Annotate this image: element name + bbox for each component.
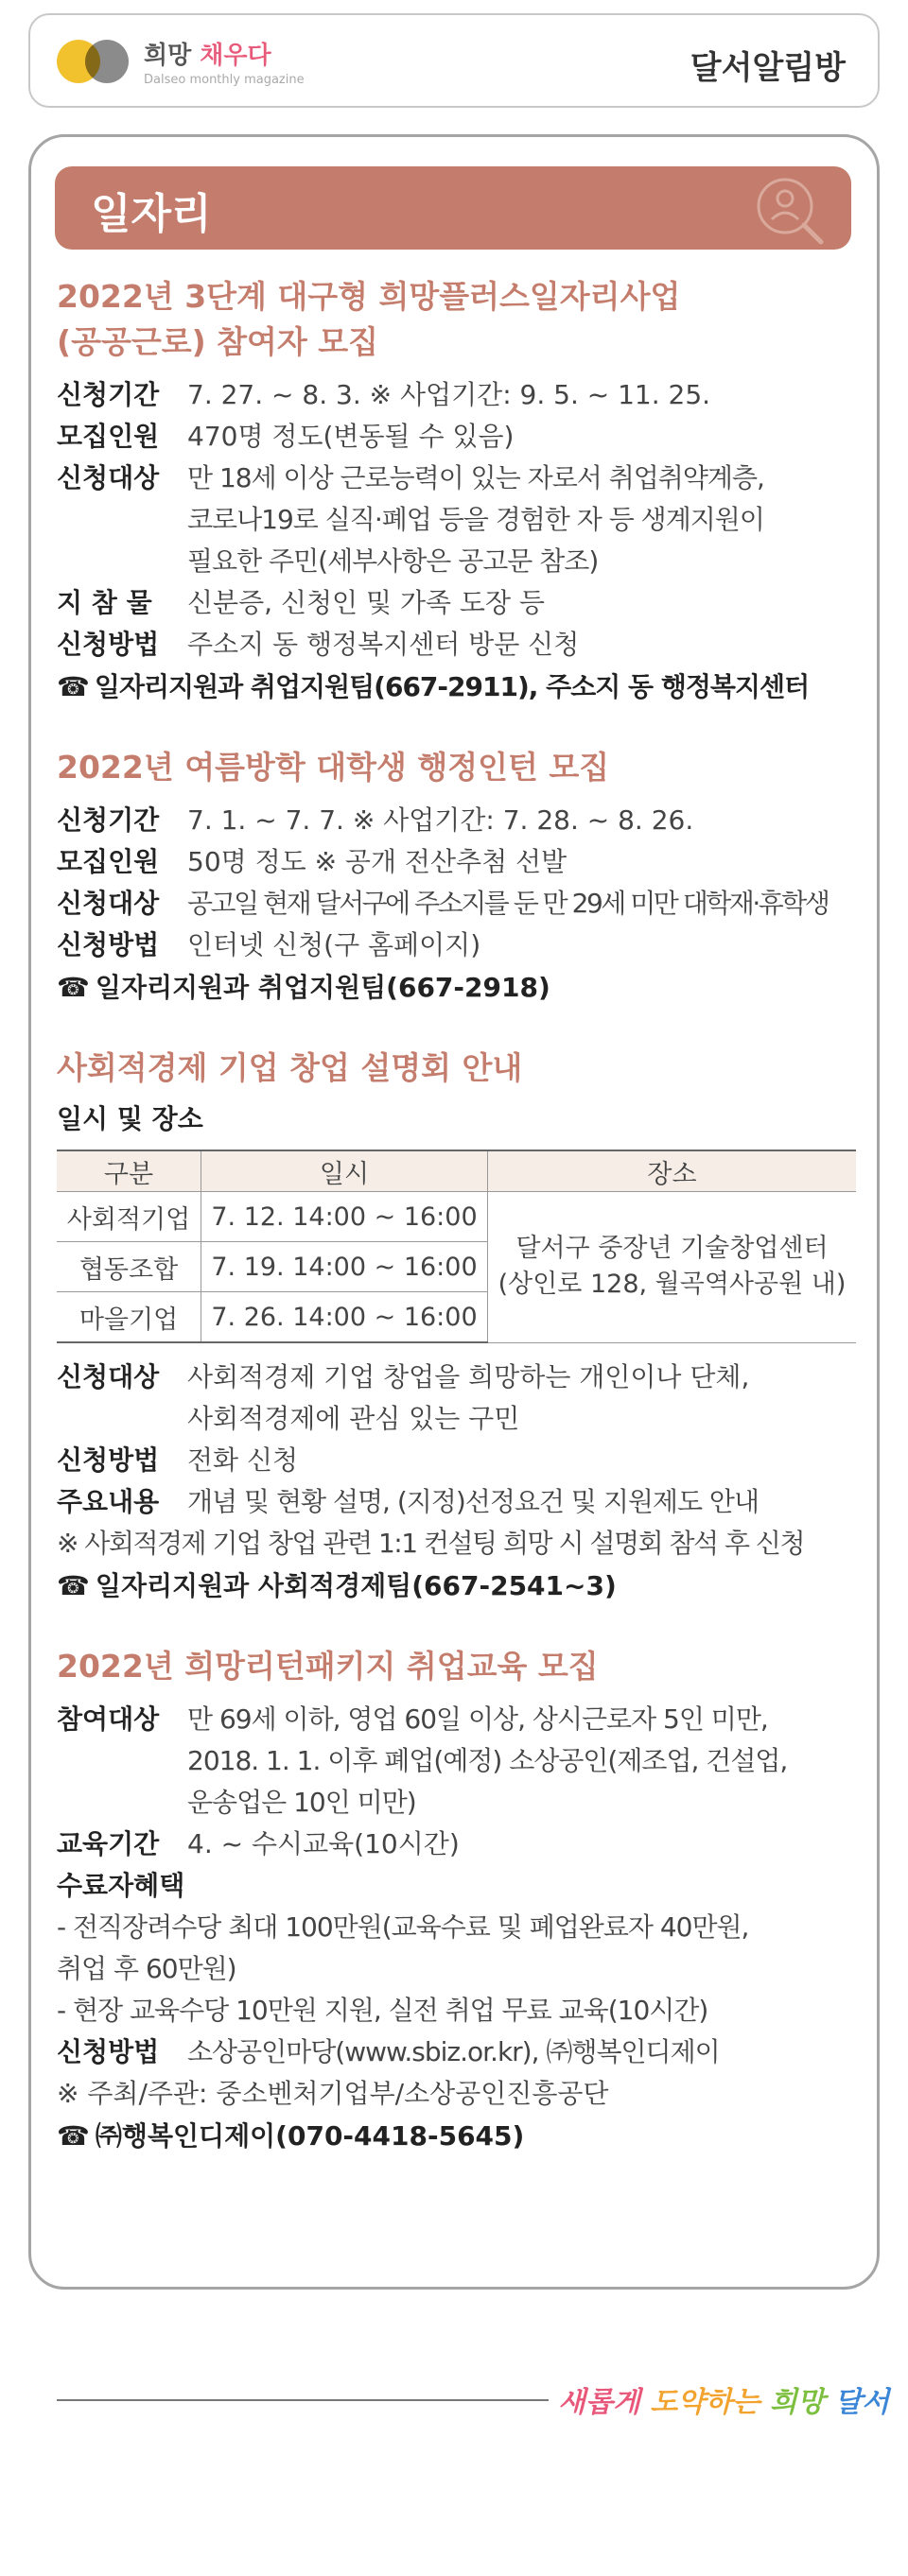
person-search-icon (745, 170, 830, 246)
slogan-part: 새롭게 (558, 2386, 651, 2419)
section-intern (57, 745, 856, 1010)
row-label: 신청기간 (57, 804, 160, 836)
slogan-part: 달서 (834, 2386, 890, 2419)
benefit-label: 수료자혜택 (57, 1870, 185, 1901)
row-value: 소상공인마당(www.sbiz.or.kr), ㈜행복인디제이 (187, 2036, 720, 2067)
slogan-part: 희망 (769, 2386, 835, 2419)
phone-icon: ☎ (57, 1570, 90, 1601)
row-label: 신청방법 (57, 2036, 160, 2067)
contact-text: ㈜행복인디제이(070-4418-5645) (95, 2120, 525, 2152)
note-text: ※ 사회적경제 기업 창업 관련 1:1 컨설팅 희망 시 설명회 참석 후 신청 (57, 1528, 805, 1559)
footer-divider (57, 2399, 549, 2401)
section-title: 2022년 3단계 대구형 희망플러스일자리사업 (공공근로) 참여자 모집 (57, 278, 681, 360)
section-hope-return (57, 1644, 856, 2158)
phone-icon: ☎ (57, 972, 90, 1003)
table-cell: 7. 12. 14:00 ~ 16:00 (201, 1192, 488, 1242)
info-row (57, 1357, 856, 1440)
logo-title-a: 희망 (144, 42, 201, 70)
row-label: 교육기간 (57, 1828, 160, 1859)
logo (144, 36, 305, 87)
benefit-item: - 현장 교육수당 10만원 지원, 실전 취업 무료 교육(10시간) (57, 1995, 708, 2026)
row-label: 신청방법 (57, 1444, 160, 1476)
row-label: 참여대상 (57, 1703, 160, 1735)
contact-text: 일자리지원과 사회적경제팀(667-2541~3) (95, 1570, 617, 1601)
row-value: 신분증, 신청인 및 가족 도장 등 (187, 587, 545, 618)
row-value: 7. 27. ~ 8. 3. ※ 사업기간: 9. 5. ~ 11. 25. (187, 379, 711, 410)
info-row (57, 925, 856, 966)
info-row (57, 2031, 856, 2073)
row-label: 신청방법 (57, 629, 160, 660)
row-label: 모집인원 (57, 846, 160, 877)
row-label: 신청대상 (57, 888, 160, 919)
footer-slogan (558, 2378, 889, 2420)
table-header: 구분 (57, 1150, 201, 1192)
place-line: 달서구 중장년 기술창업센터 (515, 1234, 829, 1264)
row-value: 사회적경제 기업 창업을 희망하는 개인이나 단체, 사회적경제에 관심 있는 구민 (187, 1361, 750, 1434)
row-value: 주소지 동 행정복지센터 방문 신청 (187, 629, 580, 660)
section-subtitle: 일시 및 장소 (57, 1103, 203, 1134)
schedule-table (57, 1150, 856, 1343)
row-label: 신청대상 (57, 462, 160, 493)
row-label: 모집인원 (57, 421, 160, 452)
row-value: 공고일 현재 달서구에 주소지를 둔 만 29세 미만 대학재·휴학생 (187, 888, 829, 919)
row-value: 7. 1. ~ 7. 7. ※ 사업기간: 7. 28. ~ 8. 26. (187, 804, 694, 836)
benefit-item: - 전직장려수당 최대 100만원(교육수료 및 폐업완료자 40만원, 취업 후 60만원) (57, 1911, 749, 1984)
info-row (57, 374, 856, 416)
contact-line (57, 1565, 856, 1608)
section-title: 사회적경제 기업 창업 설명회 안내 (57, 1049, 523, 1086)
row-value: 만 18세 이상 근로능력이 있는 자로서 취업취약계층, 코로나19로 실직·폐업 등을 경험한 자 등 생계지원이 필요한 주민(세부사항은 공고문 참조) (187, 462, 764, 577)
magazine-header (28, 13, 880, 108)
contact-text: 일자리지원과 취업지원팀(667-2918) (95, 972, 550, 1003)
table-cell: 마을기업 (57, 1292, 201, 1343)
table-header-row (57, 1150, 856, 1192)
contact-text: 일자리지원과 취업지원팀(667-2911), 주소지 동 행정복지센터 (94, 671, 810, 702)
logo-title (144, 36, 305, 71)
content (57, 274, 856, 2158)
info-row (57, 624, 856, 666)
table-cell: 7. 19. 14:00 ~ 16:00 (201, 1242, 488, 1292)
info-row (57, 1440, 856, 1481)
section-title: 2022년 여름방학 대학생 행정인턴 모집 (57, 749, 610, 786)
phone-icon: ☎ (57, 671, 89, 702)
row-label: 신청방법 (57, 929, 160, 960)
row-value: 개념 및 현황 설명, (지정)선정요건 및 지원제도 안내 (187, 1486, 760, 1517)
logo-gray-circle (85, 40, 129, 83)
row-label: 지 참 물 (57, 587, 152, 618)
row-value: 인터넷 신청(구 홈페이지) (187, 929, 481, 960)
table-header: 일시 (201, 1150, 488, 1192)
info-row (57, 883, 856, 925)
place-cell (488, 1192, 857, 1343)
contact-line (57, 966, 856, 1010)
table-cell: 협동조합 (57, 1242, 201, 1292)
info-row (57, 582, 856, 624)
logo-title-b: 채우다 (200, 42, 271, 70)
section-social-economy (57, 1046, 856, 1608)
table-cell: 사회적기업 (57, 1192, 201, 1242)
row-label: 신청대상 (57, 1361, 160, 1392)
place-line: (상인로 128, 월곡역사공원 내) (498, 1270, 847, 1300)
row-value: 전화 신청 (187, 1444, 299, 1476)
table-cell: 7. 26. 14:00 ~ 16:00 (201, 1292, 488, 1343)
row-value: 만 69세 이하, 영업 60일 이상, 상시근로자 5인 미만, 2018. 1. 1. 이후 폐업(예정) 소상공인(제조업, 건설업, 운송업은 10인 미만) (187, 1703, 788, 1818)
banner-title: 일자리 (91, 190, 212, 238)
row-value: 50명 정도 ※ 공개 전산추첨 선발 (187, 846, 568, 877)
info-row (57, 458, 856, 582)
row-label: 주요내용 (57, 1486, 160, 1517)
row-value: 470명 정도(변동될 수 있음) (187, 421, 515, 452)
table-header: 장소 (488, 1150, 857, 1192)
contact-line (57, 2115, 856, 2158)
contact-line (57, 666, 856, 709)
info-row (57, 1824, 856, 1865)
section-title: 2022년 희망리턴패키지 취업교육 모집 (57, 1648, 599, 1685)
row-value: 4. ~ 수시교육(10시간) (187, 1828, 460, 1859)
table-row (57, 1192, 856, 1242)
info-row (57, 800, 856, 841)
info-row (57, 1481, 856, 1523)
section-public-works (57, 274, 856, 709)
info-row (57, 841, 856, 883)
row-label: 신청기간 (57, 379, 160, 410)
logo-subtitle: Dalseo monthly magazine (144, 73, 305, 87)
page-title: 달서알림방 (690, 49, 846, 87)
logo-circles (57, 40, 136, 83)
info-row (57, 1699, 856, 1824)
info-row (57, 416, 856, 458)
phone-icon: ☎ (57, 2120, 90, 2152)
category-banner (55, 166, 851, 250)
slogan-part: 도약하는 (650, 2386, 770, 2419)
note-text: ※ 주최/주관: 중소벤처기업부/소상공인진흥공단 (57, 2078, 609, 2109)
